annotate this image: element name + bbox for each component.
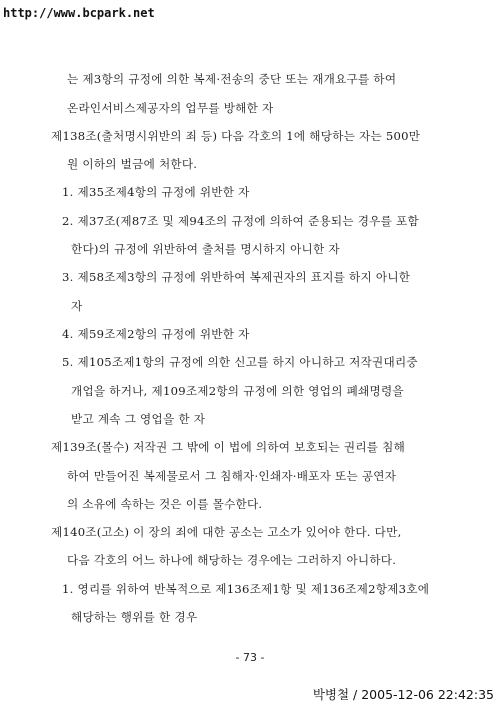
text-line: 자 [71,299,83,313]
page-number: - 73 - [235,651,265,664]
article-139-heading: 제139조(몰수) 저작권 그 밖에 이 법에 의하여 보호되는 권리를 침해 [51,440,406,454]
text-line: 해당하는 행위를 한 경우 [71,610,198,624]
text-line: 다음 각호의 어느 하나에 해당하는 경우에는 그러하지 아니하다. [67,553,397,567]
list-item: 3. 제58조제3항의 규정에 위반하여 복제권자의 표지를 하지 아니한 [62,270,411,284]
text-line: 개업을 하거나, 제109조제2항의 규정에 의한 영업의 폐쇄명령을 [71,384,404,398]
text-line: 는 제3항의 규정에 의한 복제·전송의 중단 또는 재개요구를 하여 [67,72,397,86]
article-140-heading: 제140조(고소) 이 장의 죄에 대한 공소는 고소가 있어야 한다. 다만, [51,525,402,539]
text-line: 원 이하의 벌금에 처한다. [67,157,198,171]
list-item: 5. 제105조제1항의 규정에 의한 신고를 하지 아니하고 저작권대리중 [62,355,418,369]
list-item: 2. 제37조(제87조 및 제94조의 규정에 의하여 준용되는 경우를 포함 [62,214,419,228]
list-item: 1. 제35조제4항의 규정에 위반한 자 [62,185,250,199]
text-line: 하여 만들어진 복제물로서 그 침해자·인쇄자·배포자 또는 공연자 [67,469,397,483]
text-line: 의 소유에 속하는 것은 이를 몰수한다. [67,497,263,511]
text-line: 받고 계속 그 영업을 한 자 [71,412,206,426]
text-line: 온라인서비스제공자의 업무를 방해한 자 [67,101,274,115]
author-timestamp: 박병철 / 2005-12-06 22:42:35 [312,687,494,702]
article-138-heading: 제138조(출처명시위반의 죄 등) 다음 각호의 1에 해당하는 자는 500만 [51,129,421,143]
text-line: 한다)의 규정에 위반하여 출처를 명시하지 아니한 자 [71,242,340,256]
list-item: 1. 영리를 위하여 반복적으로 제136조제1항 및 제136조제2항제3호에 [62,582,430,596]
list-item: 4. 제59조제2항의 규정에 위반한 자 [62,327,250,341]
site-watermark: http://www.bcpark.net [3,6,155,20]
